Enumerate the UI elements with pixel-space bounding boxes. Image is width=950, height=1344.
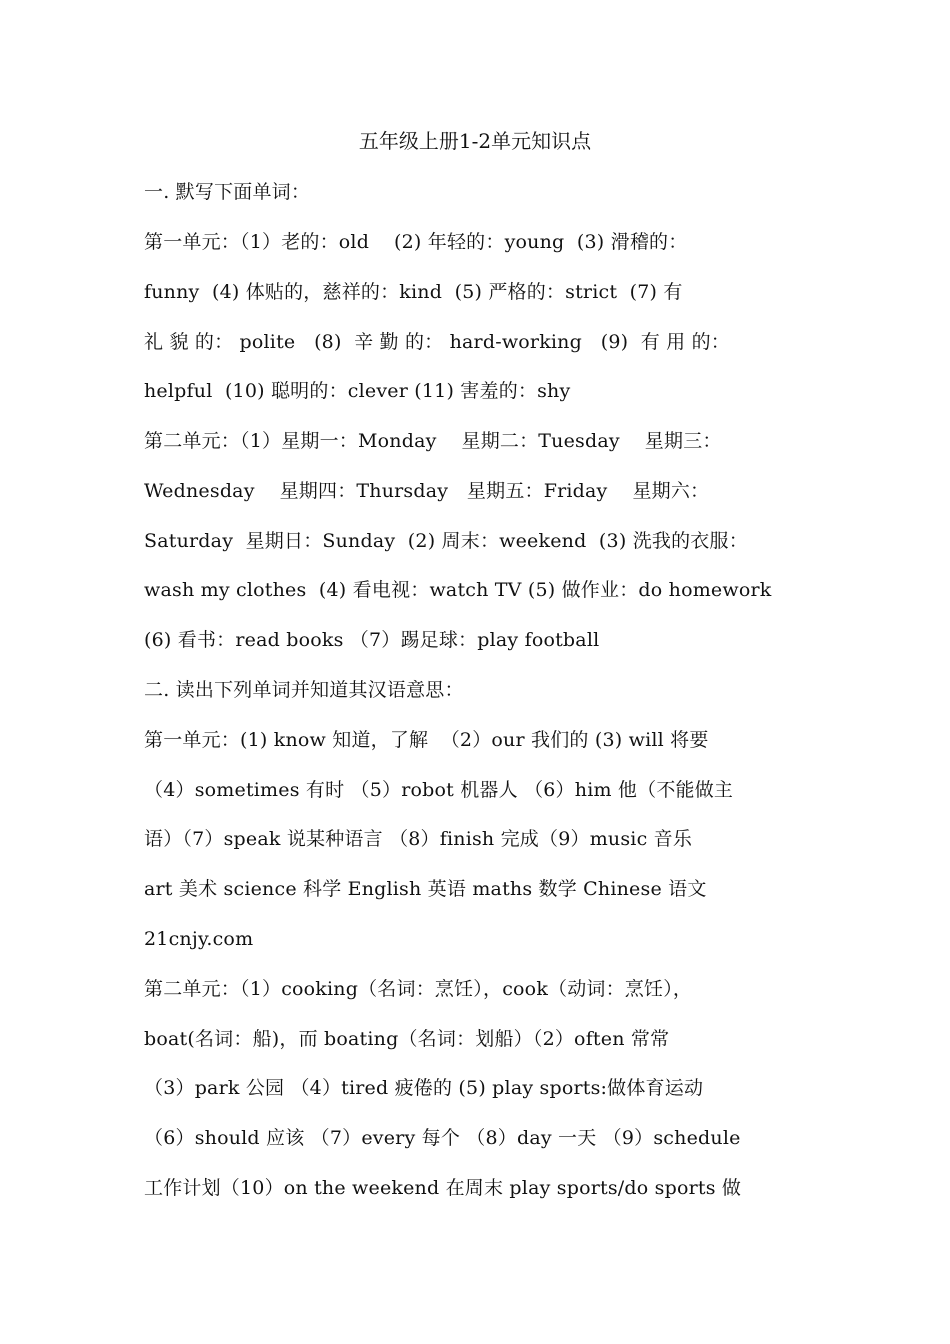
text-line: Wednesday 星期四：Thursday 星期五：Friday 星期六： [144, 480, 710, 502]
text-line: 语）（7）speak 说某种语言 （8）finish 完成（9）music 音乐 [144, 828, 693, 850]
text-line: 第一单元：（1）老的：old (2) 年轻的：young (3) 滑稽的： [144, 231, 688, 253]
text-line: （6）should 应该 （7）every 每个 （8）day 一天 （9）schedule [144, 1127, 741, 1149]
text-line: 第二单元：（1）星期一：Monday 星期二：Tuesday 星期三： [144, 430, 722, 452]
text-line: boat(名词：船)，而 boating（名词：划船）（2）often 常常 [144, 1028, 670, 1050]
text-line: funny (4) 体贴的，慈祥的：kind (5) 严格的：strict (7) 有 [144, 281, 683, 303]
text-line: 第一单元：(1) know 知道，了解 （2）our 我们的 (3) will 将要 [144, 729, 709, 751]
document-title: 五年级上册1-2单元知识点 [358, 129, 592, 153]
text-line: art 美术 science 科学 English 英语 maths 数学 Chinese 语文 [144, 878, 707, 900]
text-line: 礼 貌 的： polite (8) 辛 勤 的： hard-working (9) 有 用 的： [144, 331, 730, 353]
text-line: wash my clothes (4) 看电视：watch TV (5) 做作业：do homework [144, 579, 772, 601]
text-line: 21cnjy.com [144, 928, 254, 950]
text-line: （3）park 公园 （4）tired 疲倦的 (5) play sports:做体育运动 [144, 1077, 704, 1099]
text-line: 第二单元：（1）cooking（名词：烹饪），cook（动词：烹饪）， [144, 978, 693, 1000]
text-line: (6) 看书：read books （7）踢足球：play football [144, 629, 600, 651]
section-heading-reading: 二. 读出下列单词并知道其汉语意思： [144, 679, 464, 701]
text-line: （4）sometimes 有时 （5）robot 机器人 （6）him 他（不能做主 [144, 779, 734, 801]
section-heading-dictation: 一. 默写下面单词： [144, 181, 311, 203]
text-line: Saturday 星期日：Sunday (2) 周末：weekend (3) 洗我的衣服： [144, 530, 748, 552]
text-line: 工作计划（10）on the weekend 在周末 play sports/do sports 做 [144, 1177, 742, 1199]
text-line: helpful (10) 聪明的：clever (11) 害羞的：shy [144, 380, 571, 402]
